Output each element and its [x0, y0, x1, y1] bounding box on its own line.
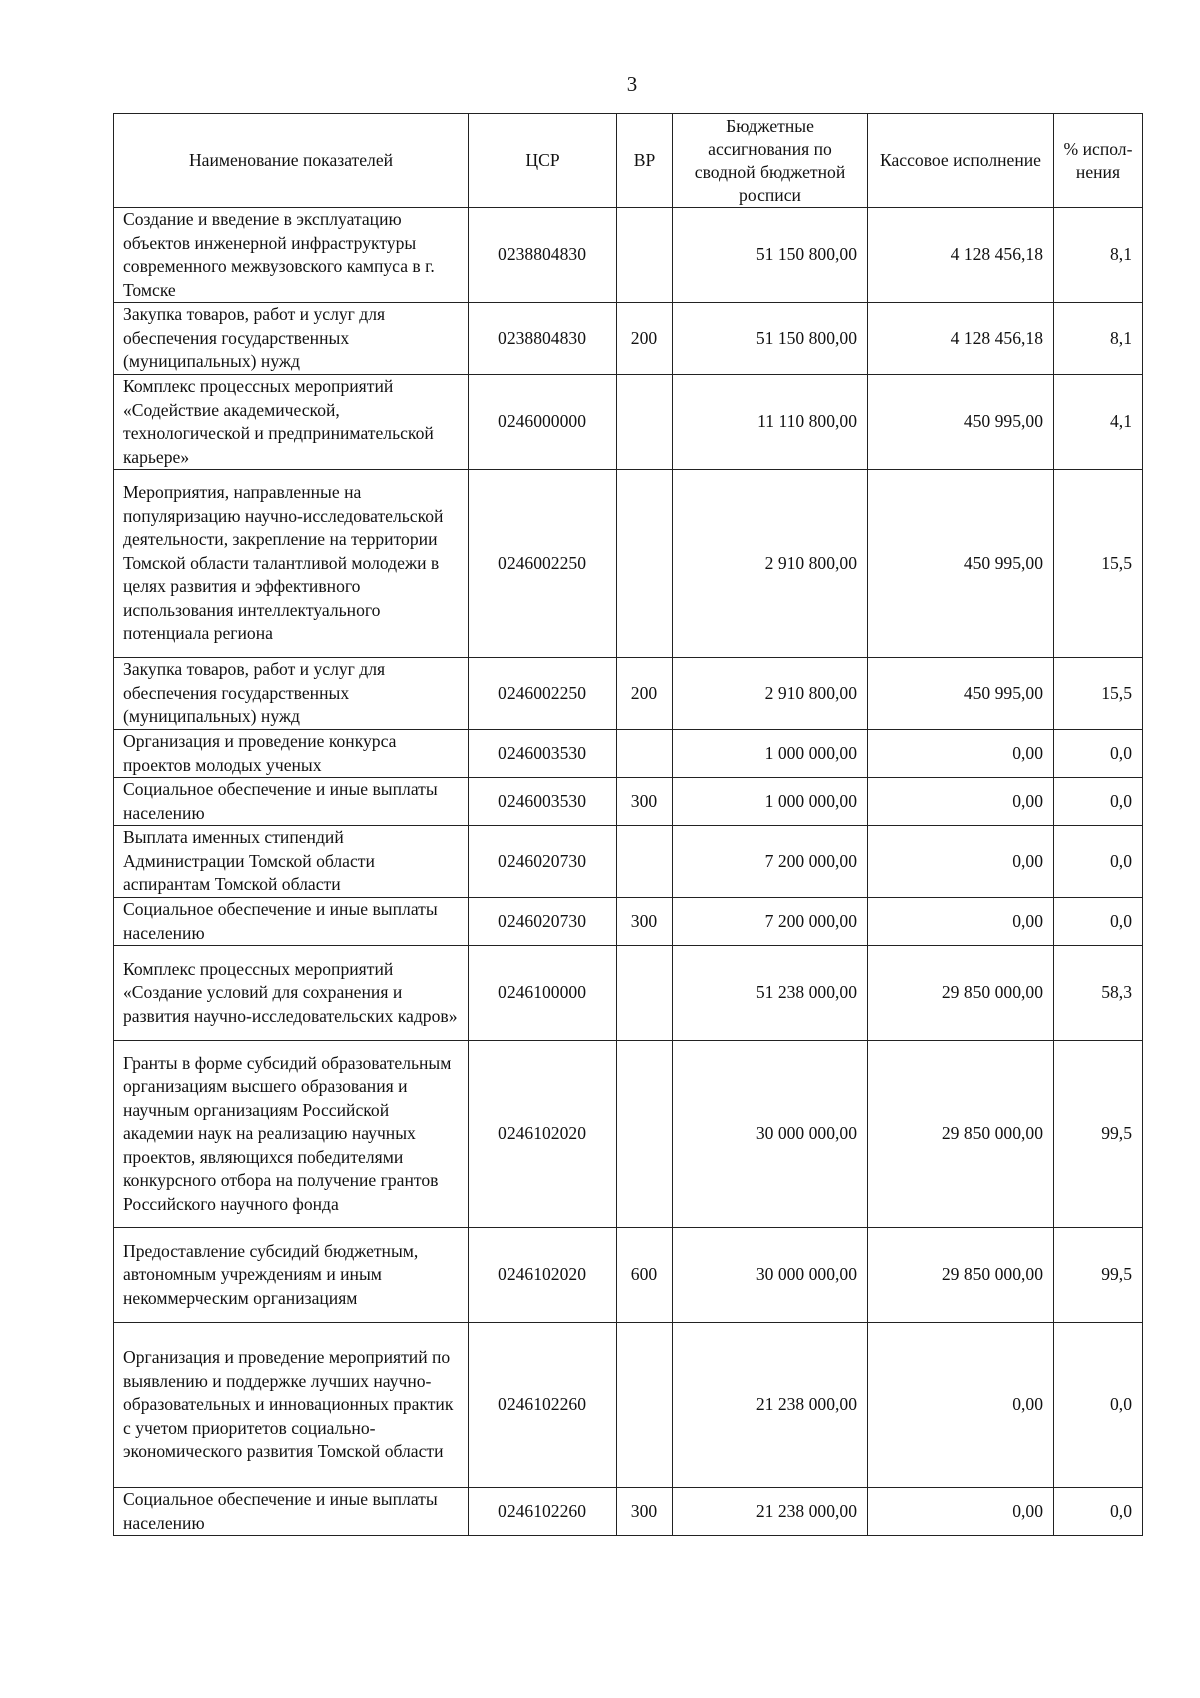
- cell-pct: 0,0: [1054, 730, 1143, 778]
- cell-pct: 8,1: [1054, 208, 1143, 303]
- cell-pct: 4,1: [1054, 375, 1143, 470]
- cell-vr: 300: [617, 1488, 673, 1536]
- cell-name: Организация и проведение мероприятий по выявлению и поддержке лучших научно-образовательных и инновационных практик с учетом приоритетов социально-экономического развития Томской области: [114, 1323, 469, 1488]
- budget-execution-table: [113, 113, 1143, 1536]
- cell-vr: 600: [617, 1228, 673, 1323]
- cell-cash: 0,00: [868, 898, 1054, 946]
- table-row: [114, 778, 1143, 826]
- cell-name: Социальное обеспечение и иные выплаты населению: [114, 898, 469, 946]
- header-budget: Бюджетные ассигнования по сводной бюджетной росписи: [673, 114, 868, 208]
- cell-name: Гранты в форме субсидий образовательным организациям высшего образования и научным организациям Российской академии наук на реализацию научных проектов, являющихся победителями конкурсного отбора на получение грантов Российского научного фонда: [114, 1041, 469, 1228]
- cell-cash: 29 850 000,00: [868, 946, 1054, 1041]
- cell-budget: 7 200 000,00: [673, 826, 868, 898]
- cell-name: Комплекс процессных мероприятий «Создание условий для сохранения и развития научно-исследовательских кадров»: [114, 946, 469, 1041]
- cell-pct: 0,0: [1054, 1488, 1143, 1536]
- cell-cash: 450 995,00: [868, 470, 1054, 658]
- cell-cash: 4 128 456,18: [868, 303, 1054, 375]
- cell-csr: 0246003530: [469, 778, 617, 826]
- table-header-row: [114, 114, 1143, 208]
- cell-vr: [617, 946, 673, 1041]
- table-row: [114, 1488, 1143, 1536]
- table-row: [114, 730, 1143, 778]
- header-csr: ЦСР: [469, 114, 617, 208]
- table-row: [114, 303, 1143, 375]
- cell-budget: 21 238 000,00: [673, 1323, 868, 1488]
- table-row: [114, 208, 1143, 303]
- cell-pct: 0,0: [1054, 1323, 1143, 1488]
- cell-csr: 0246002250: [469, 470, 617, 658]
- cell-cash: 450 995,00: [868, 375, 1054, 470]
- cell-budget: 1 000 000,00: [673, 730, 868, 778]
- cell-name: Закупка товаров, работ и услуг для обеспечения государственных (муниципальных) нужд: [114, 303, 469, 375]
- cell-pct: 99,5: [1054, 1228, 1143, 1323]
- cell-vr: [617, 375, 673, 470]
- cell-cash: 450 995,00: [868, 658, 1054, 730]
- cell-vr: [617, 1041, 673, 1228]
- cell-cash: 0,00: [868, 1488, 1054, 1536]
- header-cash: Кассовое исполнение: [868, 114, 1054, 208]
- cell-pct: 15,5: [1054, 658, 1143, 730]
- cell-pct: 0,0: [1054, 826, 1143, 898]
- table-row: [114, 470, 1143, 658]
- cell-budget: 30 000 000,00: [673, 1228, 868, 1323]
- table-row: [114, 1323, 1143, 1488]
- table-row: [114, 658, 1143, 730]
- cell-csr: 0246102260: [469, 1323, 617, 1488]
- cell-vr: [617, 470, 673, 658]
- cell-csr: 0246102020: [469, 1228, 617, 1323]
- table-row: [114, 1228, 1143, 1323]
- cell-name: Социальное обеспечение и иные выплаты населению: [114, 778, 469, 826]
- cell-budget: 2 910 800,00: [673, 658, 868, 730]
- cell-budget: 21 238 000,00: [673, 1488, 868, 1536]
- cell-csr: 0246002250: [469, 658, 617, 730]
- cell-csr: 0246102260: [469, 1488, 617, 1536]
- table-row: [114, 898, 1143, 946]
- table-body: [114, 208, 1143, 1536]
- cell-csr: 0246020730: [469, 898, 617, 946]
- header-pct: % испол-нения: [1054, 114, 1143, 208]
- cell-csr: 0246102020: [469, 1041, 617, 1228]
- cell-name: Комплекс процессных мероприятий «Содействие академической, технологической и предпринимательской карьере»: [114, 375, 469, 470]
- cell-name: Закупка товаров, работ и услуг для обеспечения государственных (муниципальных) нужд: [114, 658, 469, 730]
- cell-csr: 0238804830: [469, 303, 617, 375]
- cell-budget: 51 238 000,00: [673, 946, 868, 1041]
- table-row: [114, 826, 1143, 898]
- cell-name: Социальное обеспечение и иные выплаты населению: [114, 1488, 469, 1536]
- cell-budget: 51 150 800,00: [673, 303, 868, 375]
- header-name: Наименование показателей: [114, 114, 469, 208]
- cell-csr: 0246003530: [469, 730, 617, 778]
- table-row: [114, 1041, 1143, 1228]
- cell-vr: [617, 826, 673, 898]
- cell-pct: 15,5: [1054, 470, 1143, 658]
- cell-pct: 99,5: [1054, 1041, 1143, 1228]
- cell-cash: 29 850 000,00: [868, 1228, 1054, 1323]
- cell-cash: 0,00: [868, 1323, 1054, 1488]
- cell-vr: 200: [617, 658, 673, 730]
- cell-name: Предоставление субсидий бюджетным, автономным учреждениям и иным некоммерческим организациям: [114, 1228, 469, 1323]
- cell-vr: [617, 730, 673, 778]
- cell-cash: 0,00: [868, 778, 1054, 826]
- cell-csr: 0238804830: [469, 208, 617, 303]
- cell-cash: 0,00: [868, 826, 1054, 898]
- cell-name: Мероприятия, направленные на популяризацию научно-исследовательской деятельности, закрепление на территории Томской области талантливой молодежи в целях развития и эффективного использования интеллектуального потенциала региона: [114, 470, 469, 658]
- cell-name: Создание и введение в эксплуатацию объектов инженерной инфраструктуры современного межвузовского кампуса в г. Томске: [114, 208, 469, 303]
- cell-cash: 0,00: [868, 730, 1054, 778]
- cell-csr: 0246000000: [469, 375, 617, 470]
- cell-vr: 200: [617, 303, 673, 375]
- cell-pct: 8,1: [1054, 303, 1143, 375]
- cell-budget: 30 000 000,00: [673, 1041, 868, 1228]
- header-vr: ВР: [617, 114, 673, 208]
- cell-pct: 58,3: [1054, 946, 1143, 1041]
- cell-name: Выплата именных стипендий Администрации Томской области аспирантам Томской области: [114, 826, 469, 898]
- cell-budget: 7 200 000,00: [673, 898, 868, 946]
- cell-budget: 1 000 000,00: [673, 778, 868, 826]
- cell-budget: 51 150 800,00: [673, 208, 868, 303]
- cell-vr: [617, 1323, 673, 1488]
- cell-csr: 0246020730: [469, 826, 617, 898]
- cell-vr: [617, 208, 673, 303]
- cell-vr: 300: [617, 778, 673, 826]
- cell-csr: 0246100000: [469, 946, 617, 1041]
- cell-cash: 4 128 456,18: [868, 208, 1054, 303]
- cell-pct: 0,0: [1054, 778, 1143, 826]
- table-row: [114, 375, 1143, 470]
- cell-vr: 300: [617, 898, 673, 946]
- page-number: 3: [626, 72, 638, 96]
- cell-cash: 29 850 000,00: [868, 1041, 1054, 1228]
- cell-name: Организация и проведение конкурса проектов молодых ученых: [114, 730, 469, 778]
- cell-budget: 11 110 800,00: [673, 375, 868, 470]
- table-row: [114, 946, 1143, 1041]
- cell-pct: 0,0: [1054, 898, 1143, 946]
- cell-budget: 2 910 800,00: [673, 470, 868, 658]
